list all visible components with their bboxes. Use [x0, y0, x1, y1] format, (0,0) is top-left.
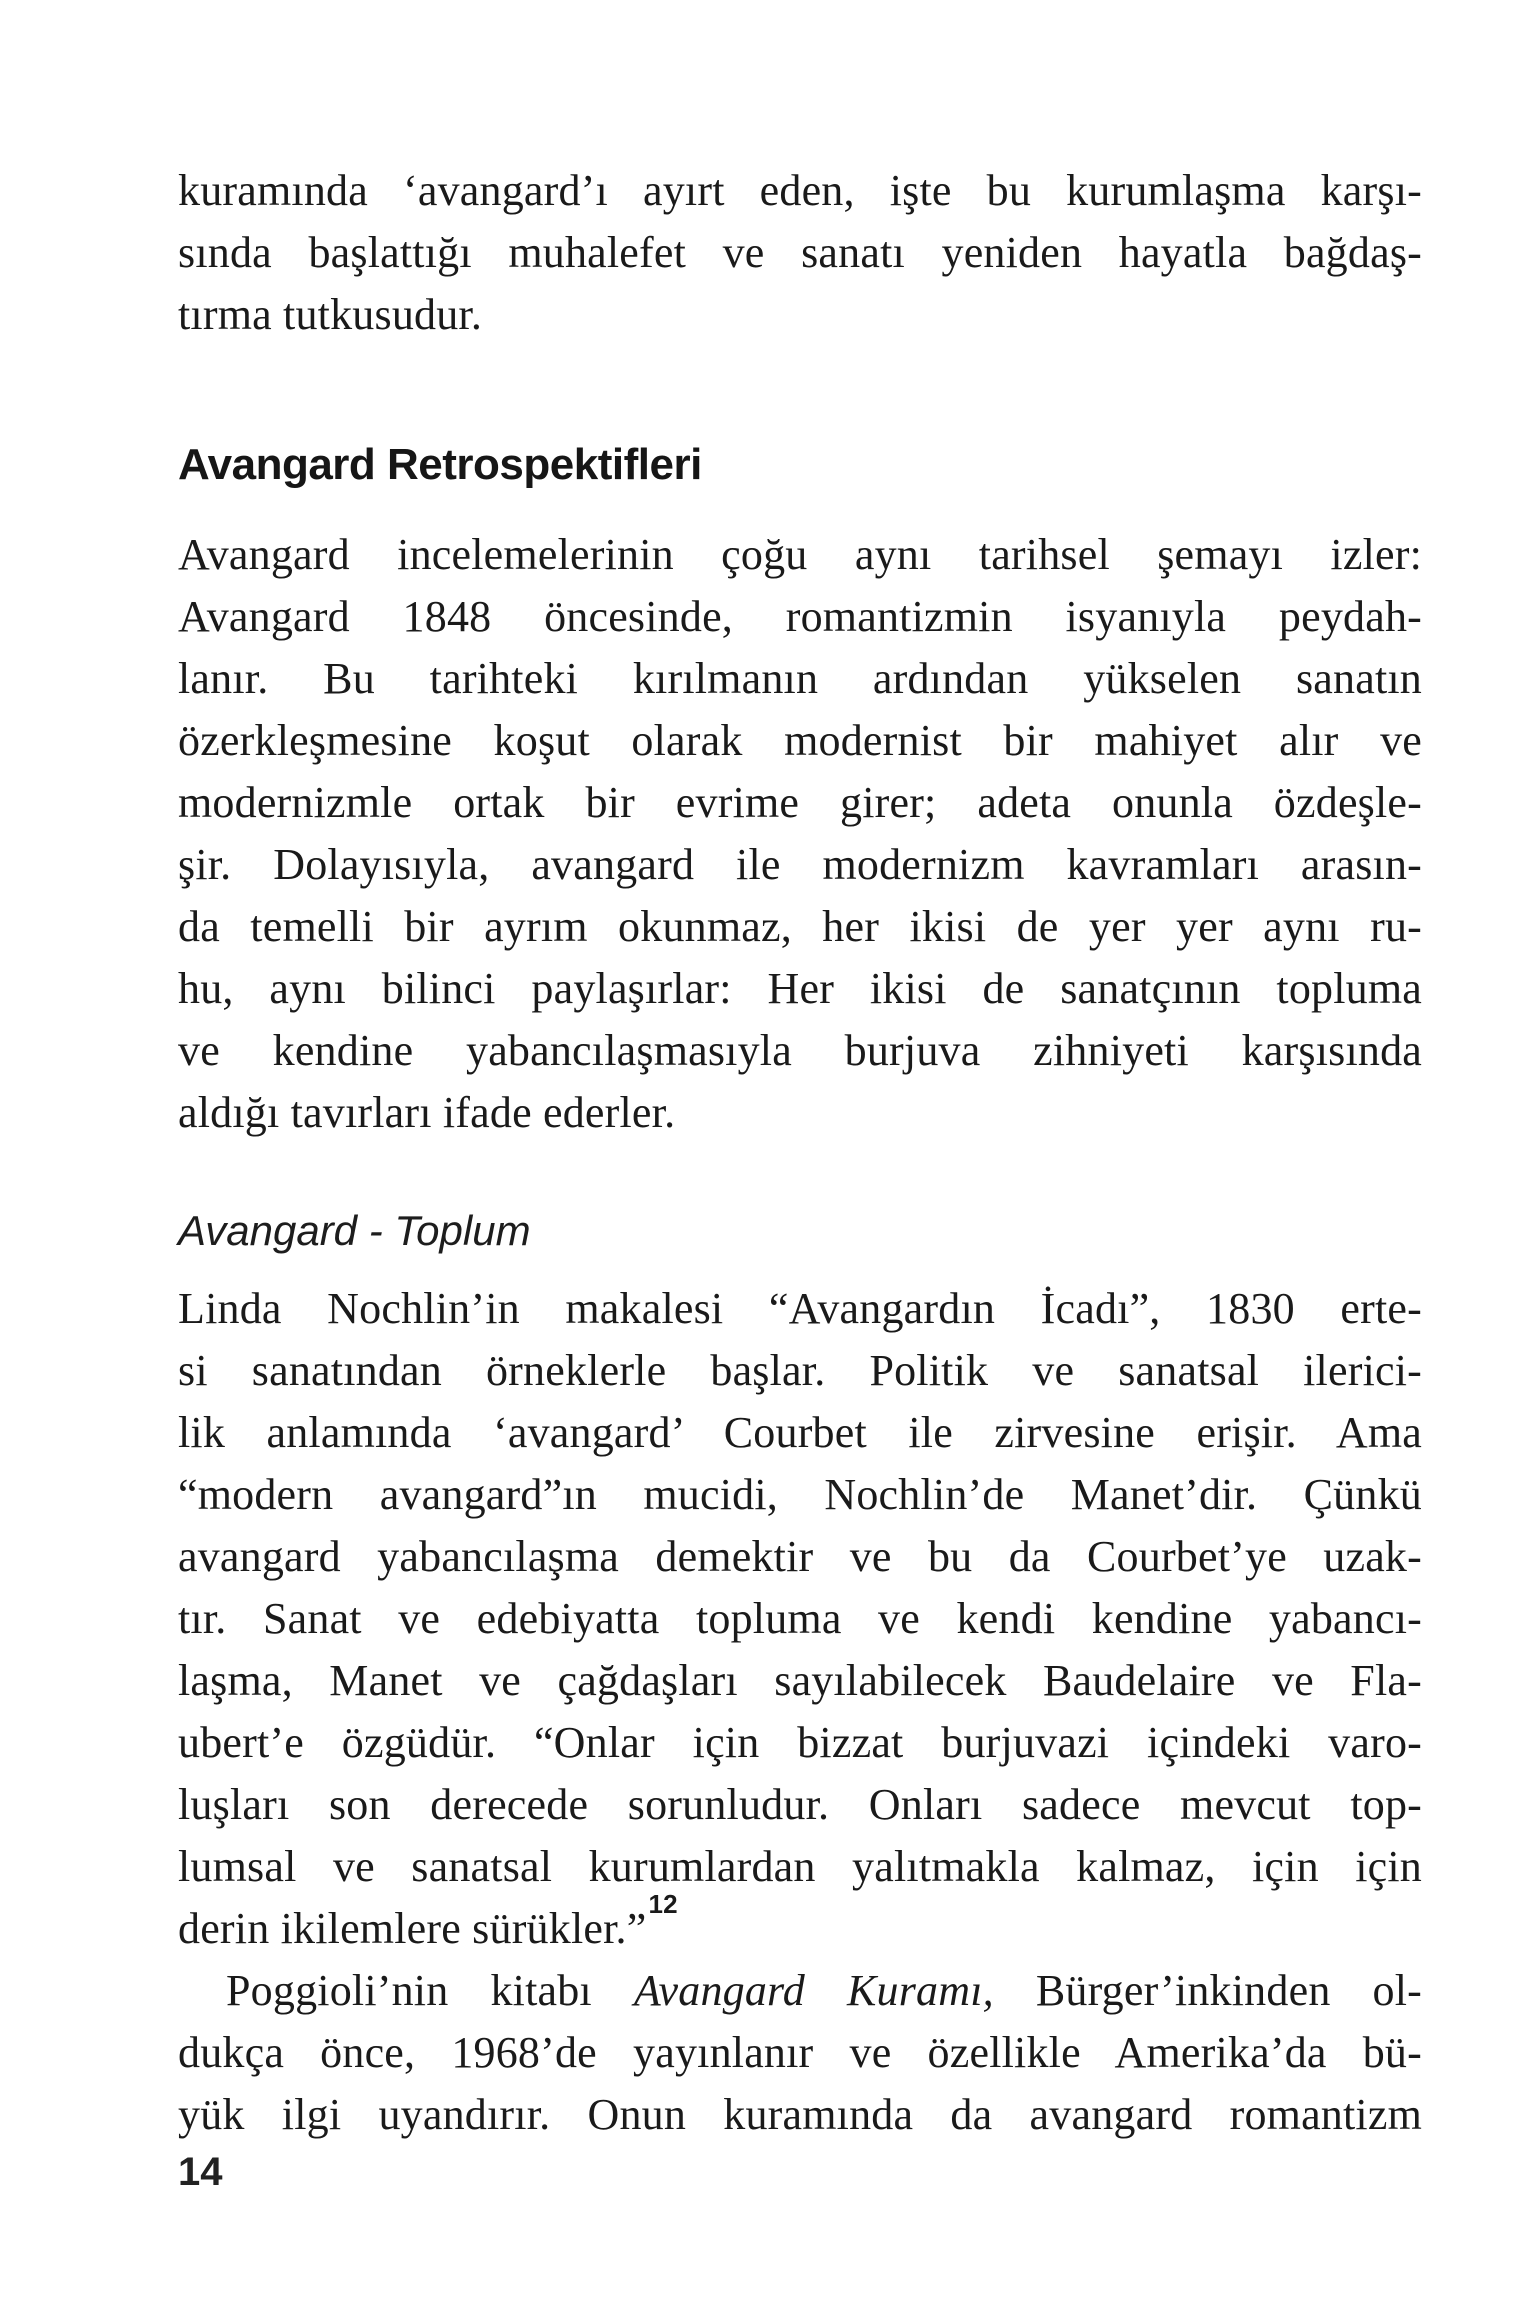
text-line: tırma tutkusudur.: [178, 290, 483, 339]
text-line: lanır. Bu tarihteki kırılmanın ardından yükselen sanatın: [178, 654, 1422, 703]
page-number: 14: [178, 2150, 223, 2194]
text-line: özerkleşmesine koşut olarak modernist bir mahiyet alır ve: [178, 716, 1422, 765]
text-line: lik anlamında ‘avangard’ Courbet ile zirvesine erişir. Ama: [178, 1408, 1422, 1457]
text-line: “modern avangard”ın mucidi, Nochlin’de Manet’dir. Çünkü: [178, 1470, 1422, 1519]
text-line: hu, aynı bilinci paylaşırlar: Her ikisi de sanatçının topluma: [178, 964, 1422, 1013]
text-line: ubert’e özgüdür. “Onlar için bizzat burjuvazi içindeki varo-: [178, 1718, 1422, 1767]
section-heading-avangard-retrospektifleri: Avangard Retrospektifleri: [178, 440, 702, 489]
poggioli-line-post: Bürger’inkinden ol-: [993, 1966, 1423, 2015]
text-line: Linda Nochlin’in makalesi “Avangardın İcadı”, 1830 erte-: [178, 1284, 1422, 1333]
text-line: tır. Sanat ve edebiyatta topluma ve kendi kendine yabancı-: [178, 1594, 1422, 1643]
text-line: yük ilgi uyandırır. Onun kuramında da avangard romantizm: [178, 2090, 1422, 2139]
book-title-avangard-kurami: Avangard Kuramı,: [633, 1966, 994, 2015]
text-line: sında başlattığı muhalefet ve sanatı yeniden hayatla bağdaş-: [178, 228, 1422, 277]
paragraph-intro: [178, 160, 1422, 346]
text-line: ve kendine yabancılaşmasıyla burjuva zihniyeti karşısında: [178, 1026, 1422, 1075]
text-line: avangard yabancılaşma demektir ve bu da Courbet’ye uzak-: [178, 1532, 1422, 1581]
paragraph-poggioli: [178, 1960, 1422, 2146]
text-line-with-book-title: [178, 1960, 1422, 2022]
page-content: [178, 160, 1422, 2146]
text-line: kuramında ‘avangard’ı ayırt eden, işte bu kurumlaşma karşı-: [178, 166, 1422, 215]
text-line: Avangard 1848 öncesinde, romantizmin isyanıyla peydah-: [178, 592, 1422, 641]
text-line: şir. Dolayısıyla, avangard ile modernizm kavramları arasın-: [178, 840, 1422, 889]
paragraph-retrospektifler: [178, 524, 1422, 1144]
text-line: si sanatından örneklerle başlar. Politik ve sanatsal ilerici-: [178, 1346, 1422, 1395]
poggioli-line-pre: Poggioli’nin kitabı: [226, 1966, 634, 2015]
sub-heading-avangard-toplum: Avangard - Toplum: [178, 1207, 531, 1254]
text-line: da temelli bir ayrım okunmaz, her ikisi de yer yer aynı ru-: [178, 902, 1422, 951]
text-line: dukça önce, 1968’de yayınlanır ve özellikle Amerika’da bü-: [178, 2028, 1422, 2077]
footnote-reference-12: 12: [648, 1889, 678, 1920]
text-line: Avangard incelemelerinin çoğu aynı tarihsel şemayı izler:: [178, 530, 1422, 579]
paragraph-nochlin: [178, 1278, 1422, 1960]
text-line: laşma, Manet ve çağdaşları sayılabilecek Baudelaire ve Fla-: [178, 1656, 1422, 1705]
text-line: modernizmle ortak bir evrime girer; adeta onunla özdeşle-: [178, 778, 1422, 827]
text-line: luşları son derecede sorunludur. Onları sadece mevcut top-: [178, 1780, 1422, 1829]
quote-closing-text: derin ikilemlere sürükler.”: [178, 1904, 647, 1953]
text-line: lumsal ve sanatsal kurumlardan yalıtmakla kalmaz, için için: [178, 1842, 1422, 1891]
text-line: aldığı tavırları ifade ederler.: [178, 1088, 676, 1137]
text-line-with-footnote: [178, 1889, 1422, 1960]
